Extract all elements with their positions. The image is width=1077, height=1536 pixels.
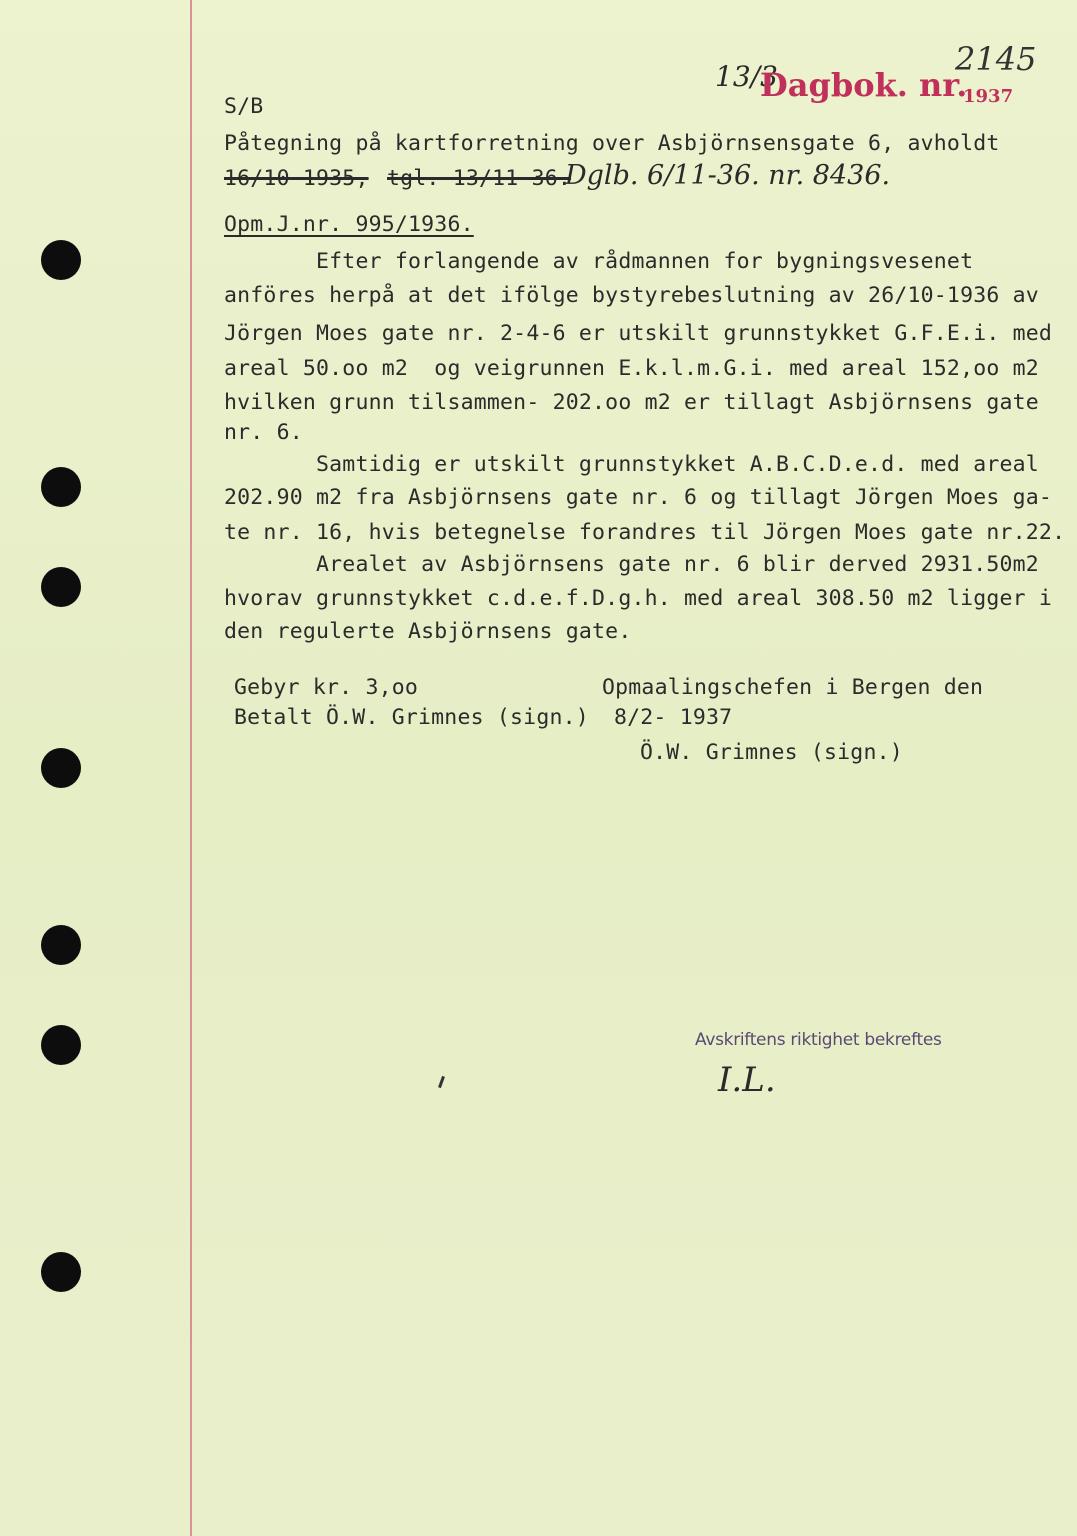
body-line: areal 50.oo m2 og veigrunnen E.k.l.m.G.i. med areal 152,oo m2 [224,356,1039,381]
dagbok-stamp-label: Dagbok. nr. [760,66,968,104]
body-line: den regulerte Asbjörnsens gate. [224,619,632,644]
handwritten-dagbok-note: Dglb. 6/11-36. nr. 8436. [565,160,891,191]
doc-title-line: Påtegning på kartforretning over Asbjörnsensgate 6, avholdt [224,131,1000,156]
stamp-date-handwritten: 13/3 [715,60,778,93]
body-line: Efter forlangende av rådmannen for bygningsvesenet [224,249,974,274]
body-line: te nr. 16, hvis betegnelse forandres til Jörgen Moes gate nr.22. [224,520,1066,545]
body-line: anföres herpå at det ifölge bystyrebeslutning av 26/10-1936 av [224,283,1039,308]
punch-hole [41,1252,81,1292]
body-line: hvorav grunnstykket c.d.e.f.D.g.h. med areal 308.50 m2 ligger i [224,586,1053,611]
certification-initials: I.L. [718,1060,776,1100]
journal-reference: Opm.J.nr. 995/1936. [224,212,474,237]
struck-date: 16/10-1935, [224,166,369,191]
certification-stamp: Avskriftens riktighet bekreftes [695,1030,942,1050]
signature-line: Ö.W. Grimnes (sign.) [640,740,903,765]
body-line: Samtidig er utskilt grunnstykket A.B.C.D.e.d. med areal [224,452,1039,477]
margin-line [190,0,192,1536]
punch-hole [41,240,81,280]
pen-mark [438,1076,445,1088]
body-line: Jörgen Moes gate nr. 2-4-6 er utskilt grunnstykket G.F.E.i. med [224,321,1053,346]
dagbok-year: 1937 [963,86,1014,107]
body-line: Arealet av Asbjörnsens gate nr. 6 blir derved 2931.50m2 [224,552,1039,577]
office-line: Opmaalingschefen i Bergen den [602,675,984,700]
punch-hole [41,467,81,507]
body-line: hvilken grunn tilsammen- 202.oo m2 er tillagt Asbjörnsens gate [224,390,1039,415]
punch-hole [41,567,81,607]
struck-tgl: tgl. 13/11-36. [387,166,572,191]
punch-hole [41,925,81,965]
doc-code: S/B [224,94,264,119]
punch-hole [41,748,81,788]
office-date: 8/2- 1937 [614,705,733,730]
paid-line: Betalt Ö.W. Grimnes (sign.) [234,705,589,730]
dagbok-number-handwritten: 2145 [955,40,1037,78]
body-line: nr. 6. [224,420,303,445]
fee-line: Gebyr kr. 3,oo [234,675,419,700]
body-line: 202.90 m2 fra Asbjörnsens gate nr. 6 og tillagt Jörgen Moes ga- [224,485,1053,510]
punch-hole [41,1025,81,1065]
